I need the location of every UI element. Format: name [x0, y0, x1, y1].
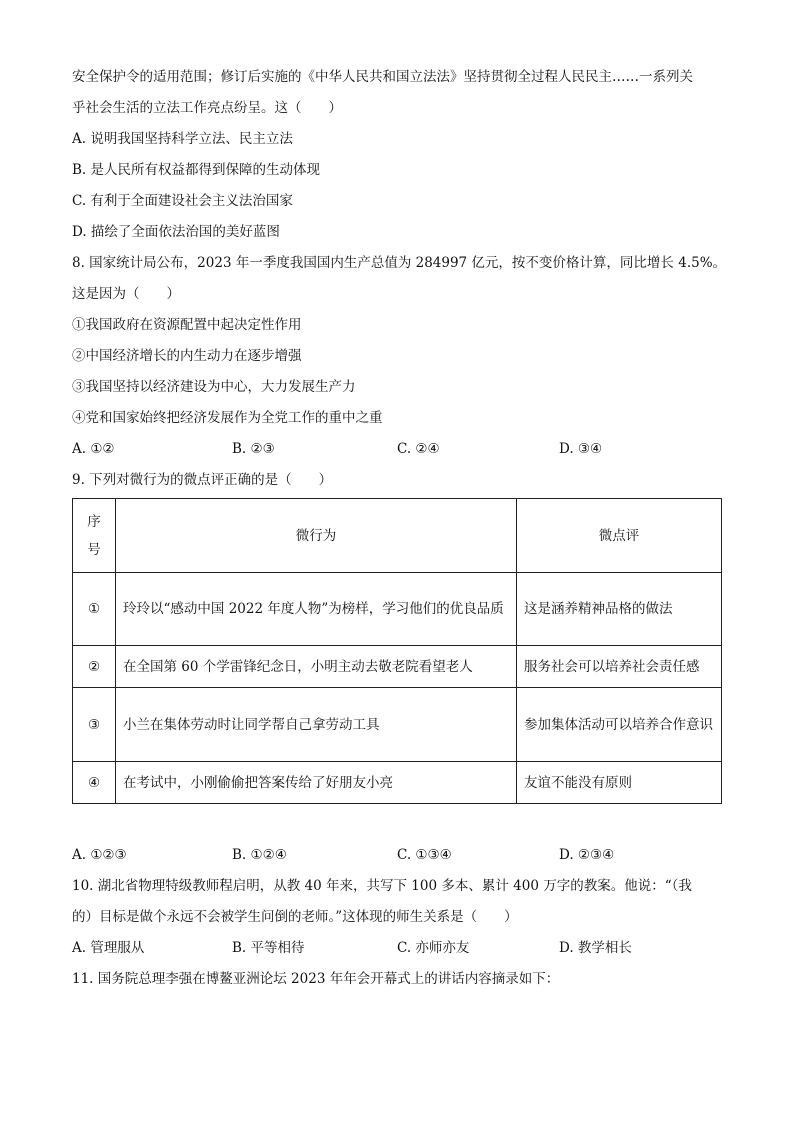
q9-stem: 9. 下列对微行为的微点评正确的是（ ）	[72, 472, 333, 488]
row-action: 小兰在集体劳动时让同学帮自己拿劳动工具	[116, 688, 517, 762]
row-review: 参加集体活动可以培养合作意识	[517, 688, 722, 762]
row-num: ③	[73, 688, 116, 762]
row-review: 服务社会可以培养社会责任感	[517, 646, 722, 688]
q7-stem-line-2: 乎社会生活的立法工作亮点纷呈。这（ ）	[72, 100, 342, 116]
q9-option-a[interactable]: A. ①②③	[72, 847, 127, 863]
q11-stem: 11. 国务院总理李强在博鳌亚洲论坛 2023 年年会开幕式上的讲话内容摘录如下：	[72, 971, 560, 987]
row-review: 这是涵养精神品格的做法	[517, 573, 722, 646]
row-num: ①	[73, 573, 116, 646]
q9-table	[72, 498, 722, 804]
q7-option-b[interactable]: B. 是人民所有权益都得到保障的生动体现	[72, 162, 321, 178]
q7-stem-line-1: 安全保护令的适用范围；修订后实施的《中华人民共和国立法法》坚持贯彻全过程人民民主……一系列关	[72, 69, 693, 85]
q7-option-c[interactable]: C. 有利于全面建设社会主义法治国家	[72, 193, 293, 209]
row-review: 友谊不能没有原则	[517, 762, 722, 804]
row-num: ②	[73, 646, 116, 688]
table-row	[73, 573, 722, 646]
row-action: 玲玲以“感动中国 2022 年度人物”为榜样，学习他们的优良品质	[116, 573, 517, 646]
row-action: 在全国第 60 个学雷锋纪念日，小明主动去敬老院看望老人	[116, 646, 517, 688]
q8-option-b[interactable]: B. ②③	[232, 441, 275, 457]
header-num	[73, 499, 116, 573]
table-spacer	[72, 804, 722, 840]
table-header-row	[73, 499, 722, 573]
q10-stem-line-2: 的）目标是做个永远不会被学生问倒的老师。”这体现的师生关系是（ ）	[72, 909, 518, 925]
q7-option-d[interactable]: D. 描绘了全面依法治国的美好蓝图	[72, 224, 280, 240]
q8-stem-line-2: 这是因为（ ）	[72, 286, 180, 302]
table-row	[73, 688, 722, 762]
q10-option-d[interactable]: D. 教学相长	[559, 940, 632, 956]
header-review: 微点评	[517, 499, 722, 573]
q8-statement-4: ④党和国家始终把经济发展作为全党工作的重中之重	[72, 410, 383, 426]
table-row	[73, 646, 722, 688]
q10-options	[72, 933, 722, 964]
header-num-line-1: 序	[87, 513, 101, 530]
row-action: 在考试中，小刚偷偷把答案传给了好朋友小亮	[116, 762, 517, 804]
q10-option-c[interactable]: C. 亦师亦友	[397, 940, 470, 956]
row-num: ④	[73, 762, 116, 804]
header-num-line-2: 号	[87, 541, 101, 558]
q10-option-b[interactable]: B. 平等相待	[232, 940, 305, 956]
q9-option-b[interactable]: B. ①②④	[232, 847, 287, 863]
q8-options	[72, 434, 722, 465]
q8-statement-1: ①我国政府在资源配置中起决定性作用	[72, 317, 302, 333]
q9-option-c[interactable]: C. ①③④	[397, 847, 452, 863]
table-row	[73, 762, 722, 804]
q7-option-a[interactable]: A. 说明我国坚持科学立法、民主立法	[72, 131, 293, 147]
q8-stem-line-1: 8. 国家统计局公布，2023 年一季度我国国内生产总值为 284997 亿元，按不变价格计算，同比增长 4.5%。	[72, 255, 727, 271]
q10-stem-line-1: 10. 湖北省物理特级教师程启明，从教 40 年来，共写下 100 多本、累计 400 万字的教案。他说：“（我	[72, 878, 692, 894]
q8-statement-3: ③我国坚持以经济建设为中心，大力发展生产力	[72, 379, 356, 395]
q8-option-c[interactable]: C. ②④	[397, 441, 440, 457]
q8-option-d[interactable]: D. ③④	[559, 441, 603, 457]
q9-option-d[interactable]: D. ②③④	[559, 847, 615, 863]
q8-statement-2: ②中国经济增长的内生动力在逐步增强	[72, 348, 302, 364]
q9-options	[72, 840, 722, 871]
exam-page	[72, 62, 727, 995]
q10-option-a[interactable]: A. 管理服从	[72, 940, 145, 956]
q8-option-a[interactable]: A. ①②	[72, 441, 115, 457]
header-action: 微行为	[116, 499, 517, 573]
